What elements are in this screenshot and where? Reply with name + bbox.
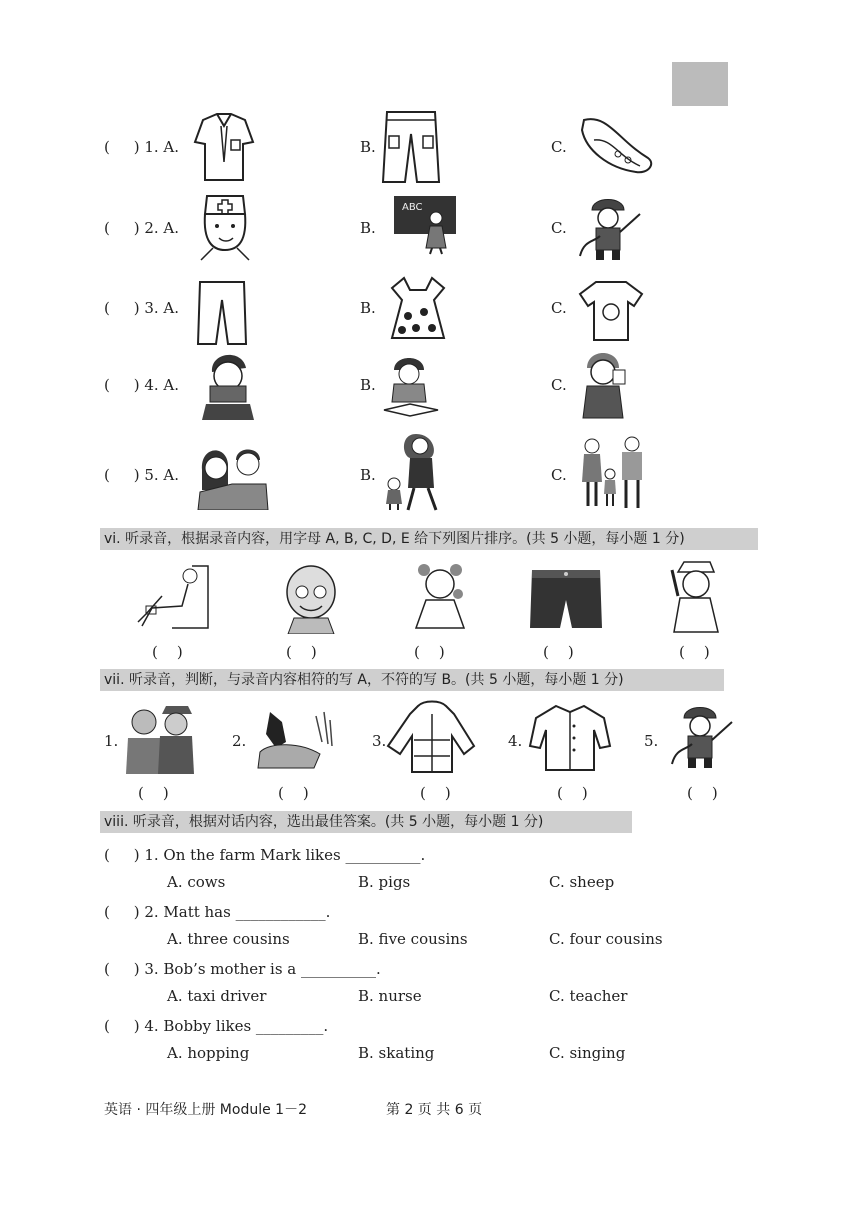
- boy-drinking-icon: [575, 348, 635, 420]
- option-c-label: C.: [551, 219, 567, 237]
- option-c-label: C.: [551, 299, 567, 317]
- option-b-label: B.: [360, 376, 376, 394]
- woman-sitting-icon: [132, 562, 216, 634]
- option-b[interactable]: B. nurse: [358, 987, 422, 1005]
- option-b-label: B.: [360, 138, 376, 156]
- item-number-3: 3.: [372, 732, 387, 750]
- answer-paren[interactable]: ( ): [286, 643, 317, 661]
- section-vi-title: vi. 听录音，根据录音内容，用字母 A, B, C, D, E 给下列图片排序。(共 5 小题，每小题 1 分): [100, 528, 758, 550]
- answer-paren[interactable]: ( ): [278, 784, 309, 802]
- question-number-4: ( ) 4. A.: [104, 376, 179, 394]
- firefighter-icon: [574, 192, 644, 264]
- answer-paren[interactable]: ( ): [687, 784, 718, 802]
- grandparents-icon: [122, 702, 198, 774]
- shirt-icon: [528, 702, 612, 772]
- option-c[interactable]: C. teacher: [549, 987, 628, 1005]
- answer-paren[interactable]: ( ): [414, 643, 445, 661]
- option-c[interactable]: C. sheep: [549, 873, 615, 891]
- dress-icon: [388, 276, 448, 342]
- jacket-icon: [384, 700, 478, 776]
- grandfather-icon: [278, 562, 344, 634]
- trousers-icon: [381, 110, 441, 184]
- answer-paren[interactable]: ( ): [420, 784, 451, 802]
- section-viii-title: viii. 听录音，根据对话内容，选出最佳答案。(共 5 小题，每小题 1 分): [100, 811, 632, 833]
- answer-paren[interactable]: ( ): [679, 643, 710, 661]
- item-number-4: 4.: [508, 732, 523, 750]
- answer-paren[interactable]: ( ): [152, 643, 183, 661]
- scan-smudge: [672, 62, 728, 106]
- bird-rock-icon: [250, 702, 338, 772]
- question-number-1: ( ) 1. A.: [104, 138, 179, 156]
- item-number-1: 1.: [104, 732, 119, 750]
- girl-phone-icon: [412, 560, 470, 634]
- couple-icon: [196, 440, 270, 510]
- answer-paren[interactable]: ( ): [557, 784, 588, 802]
- question-number-3: ( ) 3. A.: [104, 299, 179, 317]
- option-b-label: B.: [360, 219, 376, 237]
- option-b[interactable]: B. pigs: [358, 873, 411, 891]
- option-a[interactable]: A. cows: [167, 873, 226, 891]
- shorts-icon: [528, 566, 604, 630]
- option-a[interactable]: A. taxi driver: [167, 987, 267, 1005]
- option-c[interactable]: C. singing: [549, 1044, 626, 1062]
- answer-paren[interactable]: ( ): [138, 784, 169, 802]
- question-1: ( ) 1. On the farm Mark likes __________.: [104, 846, 426, 864]
- question-4: ( ) 4. Bobby likes _________.: [104, 1017, 329, 1035]
- doctor-icon: [193, 192, 257, 262]
- question-number-2: ( ) 2. A.: [104, 219, 179, 237]
- boy-reading-icon: [380, 352, 442, 418]
- option-a[interactable]: A. three cousins: [167, 930, 290, 948]
- footer-subject: 英语 · 四年级上册 Module 1－2: [104, 1102, 307, 1118]
- option-c-label: C.: [551, 376, 567, 394]
- option-a[interactable]: A. hopping: [167, 1044, 250, 1062]
- section-vii-title: vii. 听录音，判断，与录音内容相符的写 A，不符的写 B。(共 5 小题，每小题 1 分): [100, 669, 724, 691]
- page-number: 第 2 页 共 6 页: [386, 1102, 483, 1118]
- shoes-icon: [578, 110, 658, 182]
- option-c-label: C.: [551, 138, 567, 156]
- mother-child-icon: [380, 430, 450, 512]
- option-b[interactable]: B. skating: [358, 1044, 435, 1062]
- item-number-5: 5.: [644, 732, 659, 750]
- tshirt-icon: [578, 280, 644, 342]
- option-b-label: B.: [360, 466, 376, 484]
- answer-paren[interactable]: ( ): [543, 643, 574, 661]
- option-b-label: B.: [360, 299, 376, 317]
- option-b[interactable]: B. five cousins: [358, 930, 468, 948]
- item-number-2: 2.: [232, 732, 247, 750]
- shirt-icon: [193, 112, 255, 182]
- option-c[interactable]: C. four cousins: [549, 930, 663, 948]
- option-c-label: C.: [551, 466, 567, 484]
- trousers-icon: [196, 280, 248, 346]
- teacher-icon: [392, 194, 458, 256]
- firefighter-icon: [666, 700, 736, 772]
- nurse-icon: [664, 560, 726, 634]
- question-3: ( ) 3. Bob’s mother is a __________.: [104, 960, 381, 978]
- question-2: ( ) 2. Matt has ____________.: [104, 903, 331, 921]
- boy-eating-icon: [196, 348, 266, 420]
- question-number-5: ( ) 5. A.: [104, 466, 179, 484]
- family-icon: [578, 436, 648, 510]
- svg-text:ABC: ABC: [402, 202, 423, 213]
